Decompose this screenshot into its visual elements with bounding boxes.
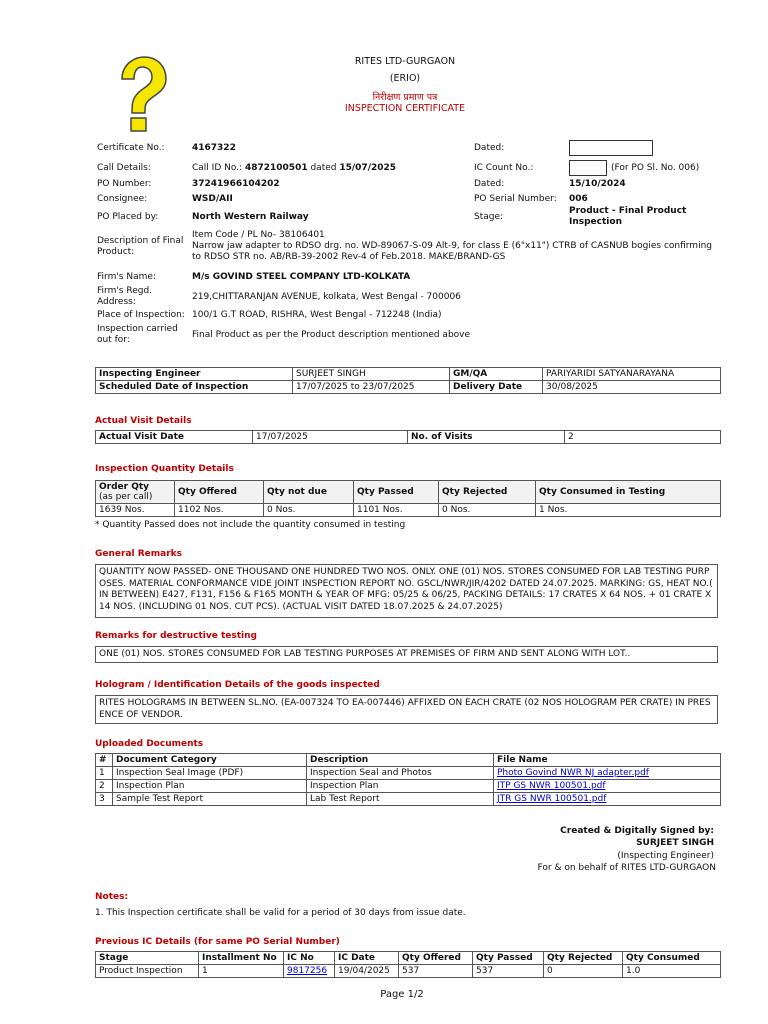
po-serial: 006 bbox=[569, 194, 588, 204]
firm-address: 219,CHITTARANJAN AVENUE, kolkata, West Bengal - 700006 bbox=[192, 292, 461, 302]
gm-value: PARIYARIDI SATYANARAYANA bbox=[543, 368, 721, 381]
stage-label: Stage: bbox=[474, 212, 504, 222]
qty-offered: 1102 Nos. bbox=[175, 504, 264, 517]
prev-stage: Product Inspection bbox=[96, 965, 199, 978]
certificate-no-label: Certificate No.: bbox=[97, 143, 165, 153]
prev-passed-header: Qty Passed bbox=[473, 952, 544, 965]
question-mark-logo-icon bbox=[110, 55, 170, 135]
description-text: Narrow jaw adapter to RDSO drg. no. WD-89067-S-09 Alt-9, for class E (6"x11") CTRB of CASNUB bogies confirming to RDSO STR no. AB/RB-39-2002 Rev-4 of Feb.2018. MAKE/BRAND-GS bbox=[192, 241, 712, 262]
signed-by-label: Created & Digitally Signed by: bbox=[560, 826, 714, 836]
general-remarks-text: QUANTITY NOW PASSED- ONE THOUSAND ONE HUNDRED TWO NOS. ONLY. ONE (01) NOS. STORES CONSUMED FOR LAB TESTING PURP OSES. MATERIAL CONFORMANCE VIDE JOINT INSPECTION REPORT NO. GSCL/NWR/JIR/4202 DATED 24.07.2025. MARKING: GS, HEAT NO.( IN BETWEEN) E427, F131, F156 & F165 MONTH & YEAR OF MFG: 05/25 & 06/25, PACKING DETAILS: 17 CRATES X 64 NOS. + 01 CRATE X 14 NOS. (INCLUDING 01 NOS. CUT PCS). (ACTUAL VISIT DATED 18.07.2025 & 24.07.2025) bbox=[95, 564, 718, 618]
destructive-text: ONE (01) NOS. STORES CONSUMED FOR LAB TESTING PURPOSES AT PREMISES OF FIRM AND SENT ALONG WITH LOT.. bbox=[95, 646, 718, 663]
signer-name: SURJEET SINGH bbox=[636, 838, 714, 848]
destructive-title: Remarks for destructive testing bbox=[95, 631, 257, 641]
previous-ic-table bbox=[95, 951, 721, 978]
prev-consumed: 1.0 bbox=[623, 965, 721, 978]
doc-file-header: File Name bbox=[494, 754, 721, 767]
delivery-value: 30/08/2025 bbox=[543, 381, 721, 394]
general-remarks-title: General Remarks bbox=[95, 549, 182, 559]
doc-no: 2 bbox=[96, 780, 113, 793]
qty-rejected-header: Qty Rejected bbox=[439, 481, 536, 504]
description-label: Description of Final Product: bbox=[97, 236, 184, 257]
po-dated-label: Dated: bbox=[474, 179, 505, 189]
doc-description: Lab Test Report bbox=[307, 793, 494, 806]
description-item-code: Item Code / PL No- 38106401 bbox=[192, 230, 325, 240]
doc-description: Inspection Seal and Photos bbox=[307, 767, 494, 780]
hindi-title: निरीक्षण प्रमाण पत्र bbox=[372, 92, 438, 103]
consignee: WSD/AII bbox=[192, 194, 233, 204]
ic-count-note: (For PO Sl. No. 006) bbox=[611, 163, 700, 173]
qty-offered-header: Qty Offered bbox=[175, 481, 264, 504]
doc-category: Sample Test Report bbox=[113, 793, 307, 806]
ie-label: Inspecting Engineer bbox=[96, 368, 293, 381]
signer-behalf: For & on behalf of RITES LTD-GURGAON bbox=[537, 863, 716, 873]
doc-no: 3 bbox=[96, 793, 113, 806]
visit-table bbox=[95, 430, 721, 444]
hologram-title: Hologram / Identification Details of the goods inspected bbox=[95, 680, 380, 690]
prev-offered-header: Qty Offered bbox=[399, 952, 473, 965]
qty-section-title: Inspection Quantity Details bbox=[95, 464, 234, 474]
org-name: RITES LTD-GURGAON bbox=[354, 56, 456, 67]
notes-title: Notes: bbox=[95, 892, 129, 902]
qty-footnote: * Quantity Passed does not include the quantity consumed in testing bbox=[95, 520, 406, 530]
signer-role: (Inspecting Engineer) bbox=[617, 851, 714, 861]
po-number: 37241966104202 bbox=[192, 179, 280, 189]
dated-field bbox=[569, 140, 653, 156]
prev-stage-header: Stage bbox=[96, 952, 199, 965]
doc-no: 1 bbox=[96, 767, 113, 780]
qty-rejected: 0 Nos. bbox=[439, 504, 536, 517]
firm-name-label: Firm's Name: bbox=[97, 272, 156, 282]
carried-out-label: Inspection carried out for: bbox=[97, 324, 178, 345]
po-placed: North Western Railway bbox=[192, 212, 309, 222]
sched-label: Scheduled Date of Inspection bbox=[96, 381, 293, 394]
qty-consumed: 1 Nos. bbox=[536, 504, 721, 517]
doc-category: Inspection Plan bbox=[113, 780, 307, 793]
notes-text: 1. This Inspection certificate shall be valid for a period of 30 days from issue date. bbox=[95, 908, 466, 918]
visit-date-label: Actual Visit Date bbox=[96, 431, 253, 444]
prev-consumed-header: Qty Consumed bbox=[623, 952, 721, 965]
qty-notdue-header: Qty not due bbox=[264, 481, 354, 504]
prev-icdate: 19/04/2025 bbox=[335, 965, 399, 978]
ic-count-field bbox=[569, 160, 607, 176]
po-dated: 15/10/2024 bbox=[569, 179, 626, 189]
ic-count-label: IC Count No.: bbox=[474, 163, 534, 173]
qty-passed: 1101 Nos. bbox=[354, 504, 439, 517]
po-placed-label: PO Placed by: bbox=[97, 212, 159, 222]
call-details: Call ID No.: 4872100501 dated 15/07/2025 bbox=[192, 163, 397, 173]
dated-label: Dated: bbox=[474, 143, 505, 153]
doc-no-header: # bbox=[96, 754, 113, 767]
doc-description: Inspection Plan bbox=[307, 780, 494, 793]
visits-count: 2 bbox=[565, 431, 721, 444]
documents-title: Uploaded Documents bbox=[95, 739, 204, 749]
prev-offered: 537 bbox=[399, 965, 473, 978]
qty-table bbox=[95, 480, 721, 517]
prev-rejected: 0 bbox=[544, 965, 623, 978]
place-of-inspection: 100/1 G.T ROAD, RISHRA, West Bengal - 712248 (India) bbox=[192, 310, 442, 320]
prev-icno-header: IC No bbox=[284, 952, 335, 965]
doc-file-link[interactable]: Photo Govind NWR NJ adapter.pdf bbox=[497, 768, 649, 778]
ie-value: SURJEET SINGH bbox=[293, 368, 450, 381]
call-details-label: Call Details: bbox=[97, 163, 151, 173]
place-label: Place of Inspection: bbox=[97, 310, 185, 320]
certificate-no: 4167322 bbox=[192, 143, 236, 153]
delivery-label: Delivery Date bbox=[450, 381, 543, 394]
visit-date: 17/07/2025 bbox=[253, 431, 408, 444]
prev-installment-header: Installment No bbox=[199, 952, 284, 965]
table-row bbox=[96, 793, 721, 806]
page-number: Page 1/2 bbox=[380, 989, 424, 1000]
qty-passed-header: Qty Passed bbox=[354, 481, 439, 504]
prev-passed: 537 bbox=[473, 965, 544, 978]
firm-name: M/s GOVIND STEEL COMPANY LTD-KOLKATA bbox=[192, 272, 411, 282]
po-serial-label: PO Serial Number: bbox=[474, 194, 557, 204]
sched-value: 17/07/2025 to 23/07/2025 bbox=[293, 381, 450, 394]
qty-notdue: 0 Nos. bbox=[264, 504, 354, 517]
qty-consumed-header: Qty Consumed in Testing bbox=[536, 481, 721, 504]
previous-ic-title: Previous IC Details (for same PO Serial Number) bbox=[95, 937, 340, 947]
firm-address-label: Firm's Regd. Address: bbox=[97, 286, 153, 307]
table-row bbox=[96, 965, 721, 978]
doc-description-header: Description bbox=[307, 754, 494, 767]
table-row bbox=[96, 780, 721, 793]
qty-order-header: Order Qty (as per call) bbox=[96, 481, 175, 504]
certificate-title: INSPECTION CERTIFICATE bbox=[344, 103, 466, 114]
prev-rejected-header: Qty Rejected bbox=[544, 952, 623, 965]
carried-out-for: Final Product as per the Product description mentioned above bbox=[192, 330, 471, 340]
documents-table bbox=[95, 753, 721, 806]
visit-section-title: Actual Visit Details bbox=[95, 416, 192, 426]
prev-installment: 1 bbox=[199, 965, 284, 978]
qty-order: 1639 Nos. bbox=[96, 504, 175, 517]
gm-label: GM/QA bbox=[450, 368, 543, 381]
po-number-label: PO Number: bbox=[97, 179, 152, 189]
prev-icno-link[interactable]: 9817256 bbox=[287, 966, 328, 976]
engineer-table bbox=[95, 367, 721, 394]
doc-file-link[interactable]: JTR GS NWR 100501.pdf bbox=[497, 794, 607, 804]
doc-file-link[interactable]: ITP GS NWR 100501.pdf bbox=[497, 781, 606, 791]
table-row bbox=[96, 767, 721, 780]
hologram-text: RITES HOLOGRAMS IN BETWEEN SL.NO. (EA-007324 TO EA-007446) AFFIXED ON EACH CRATE (02 NOS HOLOGRAM PER CRATE) IN PRES ENCE OF VENDOR. bbox=[95, 695, 718, 724]
stage: Product - Final Product Inspection bbox=[569, 206, 687, 227]
doc-category: Inspection Seal Image (PDF) bbox=[113, 767, 307, 780]
prev-icdate-header: IC Date bbox=[335, 952, 399, 965]
visits-label: No. of Visits bbox=[408, 431, 565, 444]
consignee-label: Consignee: bbox=[97, 194, 148, 204]
org-region: (ERIO) bbox=[389, 73, 421, 84]
doc-category-header: Document Category bbox=[113, 754, 307, 767]
